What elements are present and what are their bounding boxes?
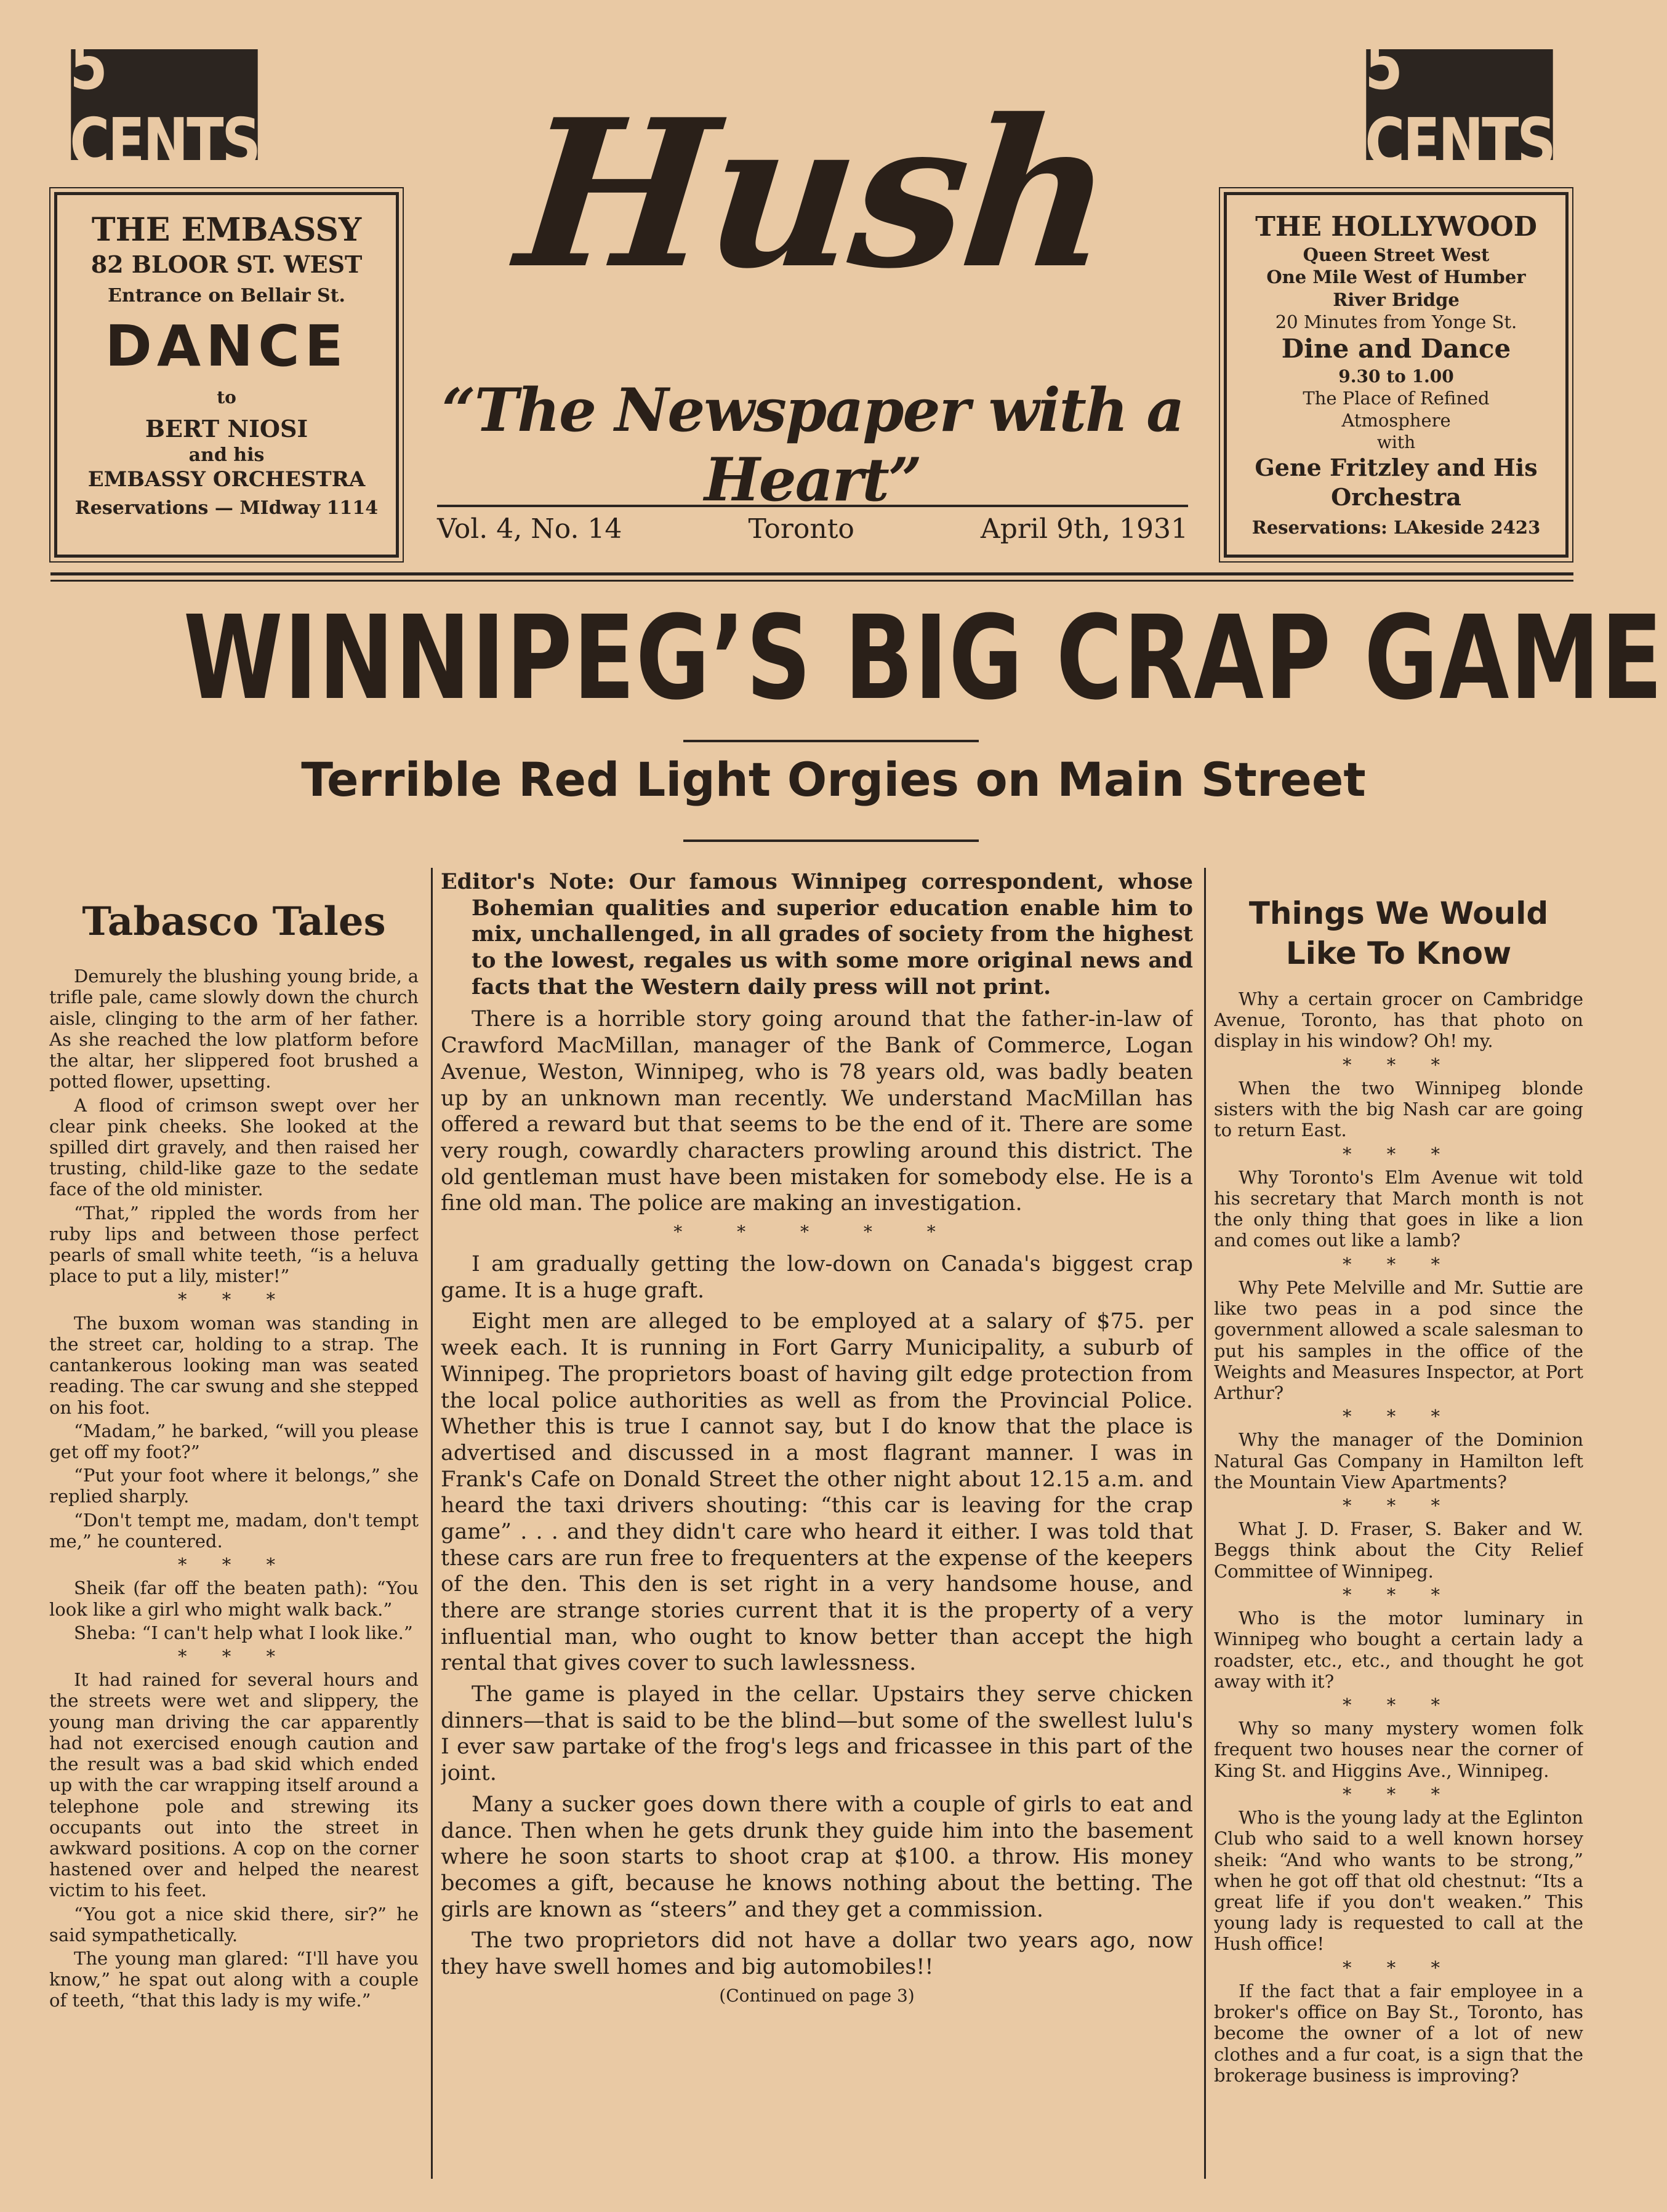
masthead-tagline: “The Newspaper with a Heart” bbox=[441, 375, 1184, 515]
right-paragraph: Who is the young lady at the Eglinton Club who said to a well known horsey sheik: “And who wants to be strong,” when he got off that old chestnut: “Its a great life if you don't weaken.” This young lady is requested to call at the Hush office! bbox=[1214, 1807, 1583, 1955]
right-paragraph: Who is the motor luminary in Winnipeg who bought a certain lady a roadster, etc., etc., and thought he got away with it? bbox=[1214, 1608, 1583, 1692]
ad-hollywood-name: THE HOLLYWOOD bbox=[1255, 211, 1537, 242]
masthead-volume-row bbox=[437, 505, 1188, 554]
ad-embassy-event: DANCE bbox=[105, 313, 348, 379]
right-paragraph: Why Toronto's Elm Avenue wit told his secretary that March month is not the only thing that goes in like a lion and comes out like a lamb? bbox=[1214, 1166, 1583, 1251]
masthead-rule-top bbox=[50, 572, 1573, 575]
right-column bbox=[1214, 874, 1583, 2185]
masthead-title: Hush bbox=[508, 74, 1121, 313]
ad-embassy-bandleader: BERT NIOSI bbox=[145, 415, 308, 443]
price-tag-right: 5 CENTS bbox=[1365, 28, 1554, 182]
center-paragraph: There is a horrible story going around that the father-in-law of Crawford MacMillan, manager of the Bank of Commerce, Logan Avenue, Weston, Winnipeg, who is 78 years old, was badly beaten up by an unknown man recently. We understand MacMillan has offered a reward but that seems to be the end of it. There are some very rough, cowardly characters prowling around this district. The old gentleman must have been mistaken for somebody else. He is a fine old man. The police are making an investigation. bbox=[441, 1007, 1193, 1216]
left-paragraph: “Put your foot where it belongs,” she replied sharply. bbox=[49, 1465, 419, 1507]
left-paragraph: The young man glared: “I'll have you know,” he spat out along with a couple of teeth, “that this lady is my wife.” bbox=[49, 1948, 419, 2011]
separator: * * * bbox=[1343, 1143, 1455, 1164]
editors-note: Editor's Note: Our famous Winnipeg correspondent, whose Bohemian qualities and superior education enable him to mix, unchallenged, in all grades of society from the highest to the lowest, regales us with some more original news and facts that the Western daily press will not print. bbox=[441, 869, 1193, 1000]
ad-hollywood-with: with bbox=[1376, 432, 1416, 452]
ad-embassy-reservations: Reservations — MIdway 1114 bbox=[74, 497, 379, 519]
price-tag-left: 5 CENTS bbox=[70, 28, 259, 182]
right-paragraph: Why Pete Melville and Mr. Suttie are like two peas in a pod since the government allowed a scale salesman to put his samples in the office of the Weights and Measures Inspector, at Port Arthur? bbox=[1214, 1276, 1583, 1403]
center-paragraph: I am gradually getting the low-down on Canada's biggest crap game. It is a huge graft. bbox=[441, 1252, 1193, 1303]
ad-hollywood-line5: The Place of Refined bbox=[1303, 387, 1490, 409]
right-paragraph: Why the manager of the Dominion Natural Gas Company in Hamilton left the Mountain View Apartments? bbox=[1214, 1429, 1583, 1493]
continued-note: (Continued on page 3) bbox=[719, 1985, 915, 2006]
column-divider-right bbox=[1204, 868, 1206, 2179]
ad-embassy-to: to bbox=[217, 387, 236, 407]
separator: * * * bbox=[1343, 1253, 1455, 1275]
headline: WINNIPEG’S BIG CRAP GAME bbox=[183, 591, 1664, 726]
ad-hollywood-hours: 9.30 to 1.00 bbox=[1338, 366, 1454, 387]
separator: * * * bbox=[1343, 1584, 1455, 1605]
center-column bbox=[441, 869, 1193, 2186]
masthead-city: Toronto bbox=[748, 513, 854, 545]
separator: * * * bbox=[1343, 1694, 1455, 1715]
left-paragraph: It had rained for several hours and the streets were wet and slippery, the young man driving the car apparently had not exercised enough caution and the result was a bad skid which ended up with the car wrapping itself around a telephone pole and strewing its occupants out into the street in awkward positions. A cop on the corner hastened over and helped the nearest victim to his feet. bbox=[49, 1669, 419, 1901]
left-paragraph: A flood of crimson swept over her clear pink cheeks. She looked at the spilled dirt gravely, and then raised her trusting, child-like gaze to the sedate face of the old minister. bbox=[49, 1094, 419, 1200]
things-body bbox=[1214, 988, 1583, 2086]
left-column bbox=[49, 874, 419, 2185]
center-paragraph: The game is played in the cellar. Upstairs they serve chicken dinners—that is said to be the blind—but some of the swellest lulu's I ever saw partake of the frog's legs and fricassee in this part of the joint. bbox=[441, 1682, 1193, 1786]
left-paragraph: “Madam,” he barked, “will you please get off my foot?” bbox=[49, 1420, 419, 1462]
ad-embassy-entrance: Entrance on Bellair St. bbox=[108, 284, 345, 307]
left-paragraph: “That,” rippled the words from her ruby lips and between those perfect pearls of small white teeth, “is a heluva place to put a lily, mister!” bbox=[49, 1202, 419, 1287]
ad-embassy-and-his: and his bbox=[188, 444, 265, 466]
center-paragraph: Many a sucker goes down there with a couple of girls to eat and dance. Then when he gets drunk they guide him into the basement where he soon starts to shoot crap at $100. a throw. His money becomes a gift, because he knows nothing about the betting. The girls are known as “steers” and they get a commission. bbox=[441, 1792, 1193, 1922]
tabasco-tales-title: Tabasco Tales bbox=[82, 899, 386, 945]
masthead-date: April 9th, 1931 bbox=[980, 513, 1188, 545]
right-paragraph: What J. D. Fraser, S. Baker and W. Beggs think about the City Relief Committee of Winnipeg. bbox=[1214, 1518, 1583, 1582]
separator: * * * bbox=[1343, 1957, 1455, 1978]
ad-hollywood-event: Dine and Dance bbox=[1281, 334, 1511, 364]
separator: * * * bbox=[178, 1289, 290, 1310]
separator: * * * bbox=[1343, 1054, 1455, 1075]
right-paragraph: Why a certain grocer on Cambridge Avenue, Toronto, has that photo on display in his window? Oh! my. bbox=[1214, 988, 1583, 1052]
ad-embassy bbox=[54, 192, 399, 558]
left-paragraph: “Don't tempt me, madam, don't tempt me,” he countered. bbox=[49, 1509, 419, 1552]
ad-embassy-name: THE EMBASSY bbox=[91, 211, 362, 249]
ad-hollywood-line6: Atmosphere bbox=[1341, 409, 1451, 431]
subheadline-rule bbox=[683, 840, 979, 842]
left-paragraph: Sheba: “I can't help what I look like.” bbox=[74, 1622, 413, 1643]
left-paragraph: Demurely the blushing young bride, a trifle pale, came slowly down the church aisle, clinging to the arm of her father. As she reached the low platform before the altar, her slippered foot brushed a potted flower, upsetting. bbox=[49, 966, 419, 1092]
ad-hollywood-band1: Gene Fritzley and His bbox=[1255, 454, 1538, 481]
ad-hollywood-reservations: Reservations: LAkeside 2423 bbox=[1251, 517, 1541, 538]
headline-rule bbox=[683, 740, 979, 742]
right-paragraph: Why so many mystery women folk frequent two houses near the corner of King St. and Higgins Ave., Winnipeg. bbox=[1214, 1718, 1583, 1781]
right-paragraph: When the two Winnipeg blonde sisters with the big Nash car are going to return East. bbox=[1214, 1077, 1583, 1141]
ad-hollywood-line2: One Mile West of Humber bbox=[1266, 266, 1526, 288]
separator: * * * bbox=[1343, 1406, 1455, 1427]
left-paragraph: The buxom woman was standing in the street car, holding to a strap. The cantankerous looking man was seated reading. The car swung and she stepped on his foot. bbox=[49, 1312, 419, 1418]
left-paragraph: “You got a nice skid there, sir?” he said sympathetically. bbox=[49, 1903, 419, 1946]
separator: * * * bbox=[1343, 1783, 1455, 1805]
ad-hollywood-band2: Orchestra bbox=[1331, 483, 1461, 511]
column-divider-left bbox=[431, 868, 433, 2179]
separator: * * * bbox=[178, 1645, 290, 1667]
center-paragraph: The two proprietors did not have a dollar two years ago, now they have swell homes and big automobiles!! bbox=[441, 1928, 1193, 1979]
ad-embassy-address: 82 BLOOR ST. WEST bbox=[90, 250, 363, 278]
subheadline: Terrible Red Light Orgies on Main Street bbox=[301, 752, 1366, 807]
ad-hollywood bbox=[1224, 192, 1569, 558]
masthead-rule-bottom bbox=[50, 580, 1573, 582]
ad-embassy-orchestra: EMBASSY ORCHESTRA bbox=[87, 467, 366, 492]
ad-hollywood-line3: River Bridge bbox=[1333, 289, 1460, 310]
center-paragraph: Eight men are alleged to be employed at a salary of $75. per week each. It is running in Fort Garry Municipality, a suburb of Winnipeg. The proprietors boast of having gilt edge protection from the local police authorities as well as from the Provincial Police. Whether this is true I cannot say, but I do know that the place is advertised and discussed in a most flagrant manner. I was in Frank's Cafe on Donald Street the other night about 12.15 a.m. and heard the taxi drivers shouting: “this car is leaving for the crap game” . . . and they didn't care who heard it either. I was told that these cars are run free to frequenters at the expense of the keepers of the den. This den is set right in a very handsome house, and there are strange stories current that it is the property of a very influential man, who ought to know better than accept the high rental that gives cover to such lawlessness. bbox=[441, 1309, 1193, 1676]
ad-hollywood-line4: 20 Minutes from Yonge St. bbox=[1275, 311, 1517, 332]
separator: * * * bbox=[178, 1554, 290, 1576]
things-we-would-like-title: Things We Would Like To Know bbox=[1248, 896, 1549, 971]
ad-hollywood-line1: Queen Street West bbox=[1303, 244, 1490, 265]
left-paragraph: Sheik (far off the beaten path): “You look like a girl who might walk back.” bbox=[49, 1577, 419, 1620]
separator-long: * * * * * bbox=[673, 1221, 960, 1242]
separator: * * * bbox=[1343, 1495, 1455, 1517]
tabasco-tales-body bbox=[49, 966, 419, 2011]
right-paragraph: If the fact that a fair employee in a broker's office on Bay St., Toronto, has become the owner of a lot of new clothes and a fur coat, is a sign that the brokerage business is improving? bbox=[1214, 1980, 1583, 2086]
masthead-volume: Vol. 4, No. 14 bbox=[437, 513, 622, 545]
